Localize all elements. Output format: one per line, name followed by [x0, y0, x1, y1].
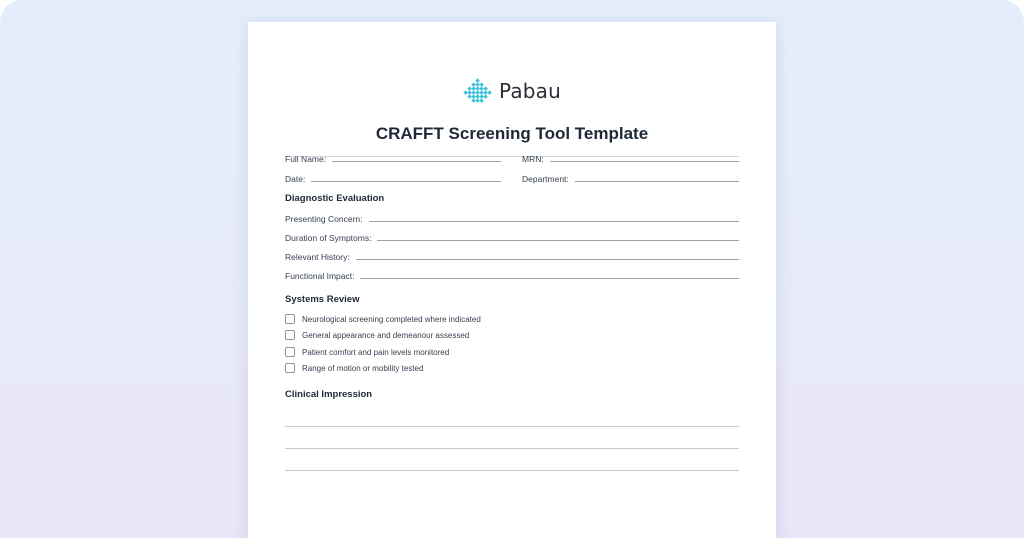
checklist-item[interactable] — [285, 313, 481, 325]
full-name-line[interactable] — [332, 161, 501, 162]
checklist-item-label: General appearance and demeanour assessed — [302, 330, 470, 340]
impression-writing-line[interactable] — [285, 426, 739, 427]
duration-line[interactable] — [377, 240, 739, 241]
date-line[interactable] — [311, 181, 501, 182]
full-name-label: Full Name: — [285, 154, 327, 164]
department-field[interactable] — [522, 170, 739, 184]
clinical-impression-heading: Clinical Impression — [285, 389, 373, 400]
impression-writing-line[interactable] — [285, 448, 739, 449]
checkbox[interactable] — [285, 314, 295, 324]
checklist-item-label: Neurological screening completed where indicated — [302, 314, 481, 324]
pabau-logo-icon — [463, 78, 493, 104]
mrn-line[interactable] — [550, 161, 739, 162]
brand-logo — [248, 76, 776, 106]
history-field[interactable] — [285, 248, 739, 262]
form-document — [248, 22, 776, 538]
date-label: Date: — [285, 174, 306, 184]
document-title: CRAFFT Screening Tool Template — [375, 124, 649, 143]
mrn-label: MRN: — [522, 154, 544, 164]
checklist-item[interactable] — [285, 346, 449, 358]
history-label: Relevant History: — [285, 252, 350, 262]
checklist-item-label: Patient comfort and pain levels monitored — [302, 347, 450, 357]
presenting-concern-label: Presenting Concern: — [285, 214, 363, 224]
systems-review-heading: Systems Review — [285, 294, 360, 305]
mrn-field[interactable] — [522, 150, 739, 164]
functional-impact-label: Functional Impact: — [285, 271, 355, 281]
diagnostic-heading: Diagnostic Evaluation — [285, 193, 385, 204]
functional-impact-field[interactable] — [285, 267, 739, 281]
checkbox[interactable] — [285, 347, 295, 357]
checklist-item-label: Range of motion or mobility tested — [302, 363, 424, 373]
history-line[interactable] — [356, 259, 739, 260]
department-label: Department: — [522, 174, 569, 184]
checkbox[interactable] — [285, 330, 295, 340]
date-field[interactable] — [285, 170, 501, 184]
checkbox[interactable] — [285, 363, 295, 373]
checklist-item[interactable] — [285, 329, 469, 341]
functional-impact-line[interactable] — [360, 278, 739, 279]
presenting-concern-line[interactable] — [369, 221, 740, 222]
brand-name: Pabau — [498, 79, 562, 103]
full-name-field[interactable] — [285, 150, 501, 164]
duration-label: Duration of Symptoms: — [285, 233, 372, 243]
duration-field[interactable] — [285, 229, 739, 243]
impression-writing-line[interactable] — [285, 470, 739, 471]
presenting-concern-field[interactable] — [285, 210, 739, 224]
checklist-item[interactable] — [285, 362, 423, 374]
department-line[interactable] — [575, 181, 739, 182]
